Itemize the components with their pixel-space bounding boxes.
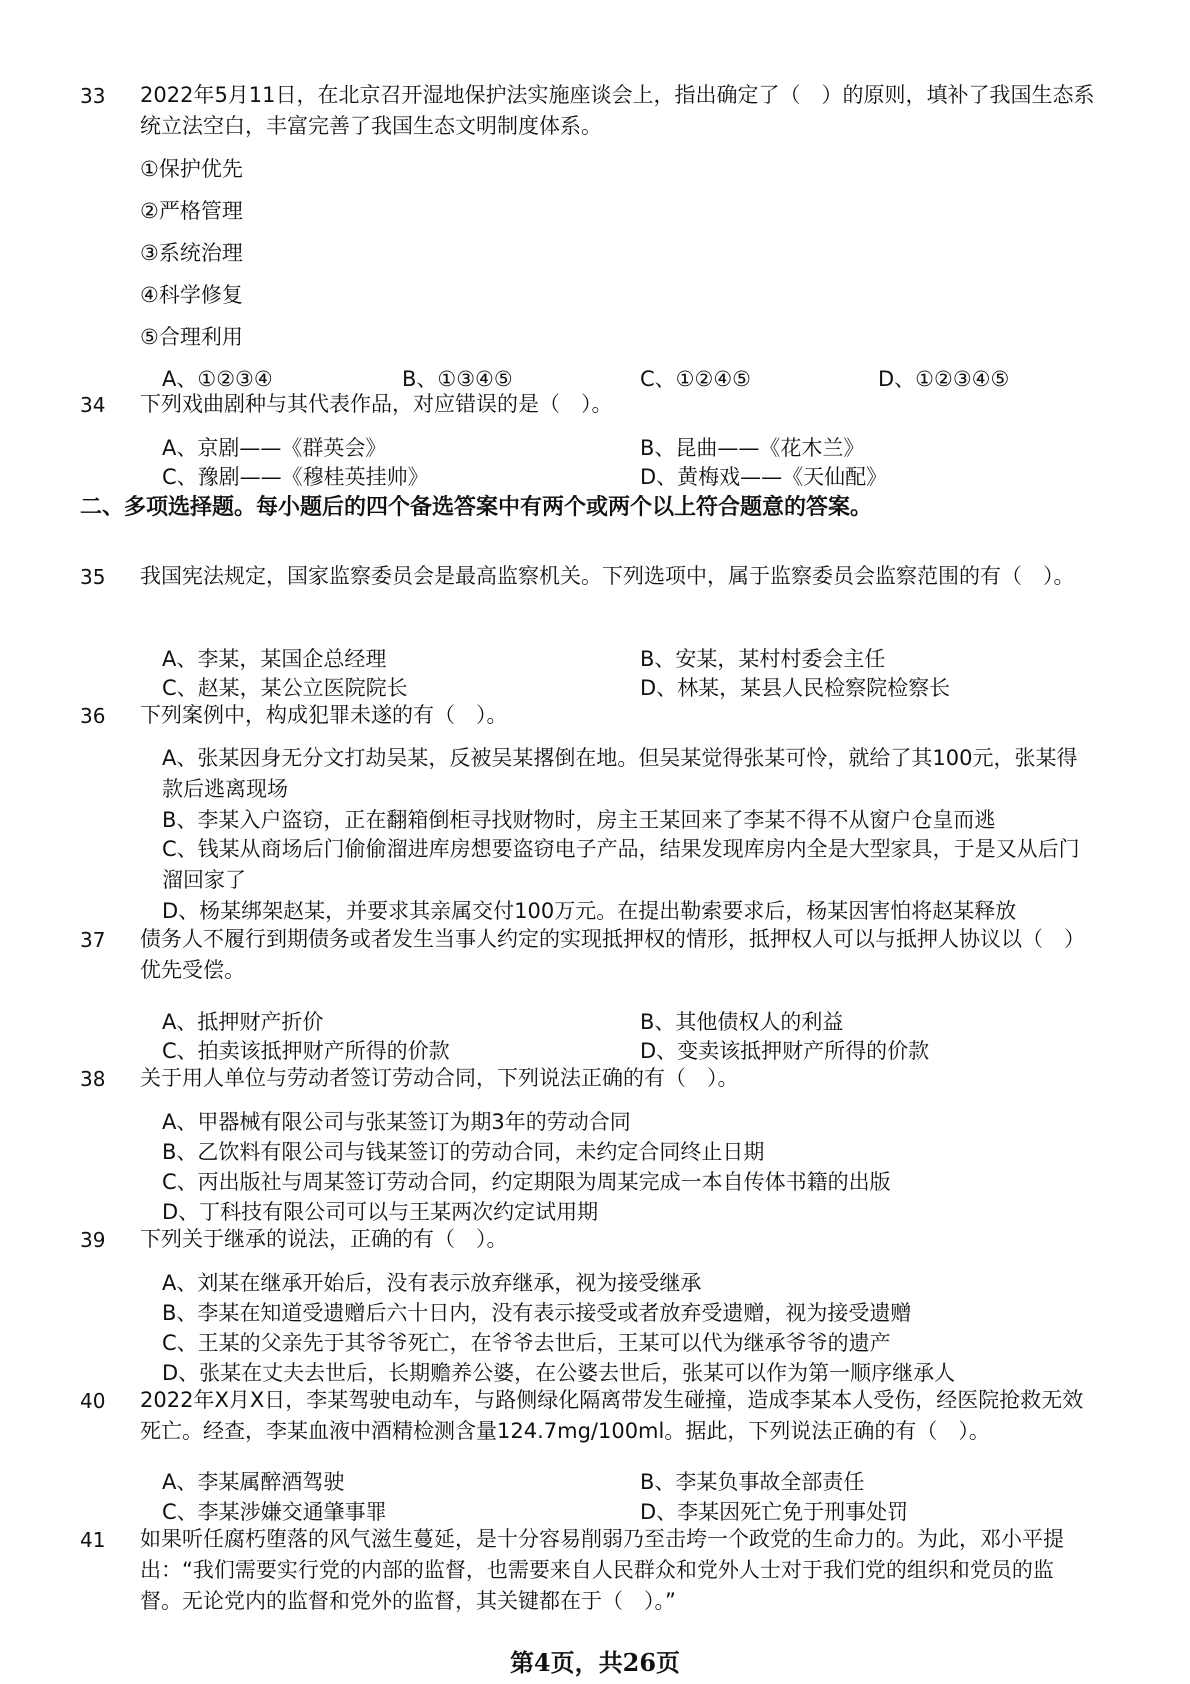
answer-option-b[interactable]: B、其他债权人的利益 [640, 1010, 844, 1034]
question-text: 2022年5月11日，在北京召开湿地保护法实施座谈会上，指出确定了（ ）的原则，填补了我国生态系统立法空白，丰富完善了我国生态文明制度体系。 [140, 83, 1095, 138]
answer-option-b[interactable]: B、李某在知道受遗赠后六十日内，没有表示接受或者放弃受遗赠，视为接受遗赠 [162, 1301, 912, 1325]
answer-option-d[interactable]: D、杨某绑架赵某，并要求其亲属交付100万元。在提出勒索要求后，杨某因害怕将赵某释放 [162, 899, 1017, 923]
answer-option-d[interactable]: D、变卖该抵押财产所得的价款 [640, 1039, 930, 1063]
question-number: 39 [80, 1228, 106, 1252]
answer-option-c[interactable]: C、①②④⑤ [640, 367, 751, 391]
section-heading: 二、多项选择题。每小题后的四个备选答案中有两个或两个以上符合题意的答案。 [80, 495, 873, 520]
answer-option-b[interactable]: B、安某，某村村委会主任 [640, 647, 886, 671]
statement-item: ⑤合理利用 [140, 325, 243, 349]
answer-option-b[interactable]: B、李某负事故全部责任 [640, 1470, 865, 1494]
answer-option-a[interactable]: A、抵押财产折价 [162, 1010, 324, 1034]
page-number: 第4页，共26页 [509, 1648, 681, 1677]
question-text: 债务人不履行到期债务或者发生当事人约定的实现抵押权的情形，抵押权人可以与抵押人协议以（ ）优先受偿。 [140, 927, 1085, 982]
answer-option-c[interactable]: C、赵某，某公立医院院长 [162, 676, 408, 700]
answer-option-d[interactable]: D、丁科技有限公司可以与王某两次约定试用期 [162, 1200, 599, 1224]
question-text: 下列戏曲剧种与其代表作品，对应错误的是（ ）。 [140, 392, 613, 416]
answer-option-b[interactable]: B、乙饮料有限公司与钱某签订的劳动合同，未约定合同终止日期 [162, 1140, 765, 1164]
question-text: 我国宪法规定，国家监察委员会是最高监察机关。下列选项中，属于监察委员会监察范围的有（ ）。 [140, 564, 1075, 588]
question-number: 40 [80, 1389, 106, 1413]
answer-option-c[interactable]: C、豫剧——《穆桂英挂帅》 [162, 465, 429, 489]
question-number: 35 [80, 565, 106, 589]
answer-option-a[interactable]: A、刘某在继承开始后，没有表示放弃继承，视为接受继承 [162, 1271, 702, 1295]
answer-option-a[interactable]: A、张某因身无分文打劫吴某，反被吴某撂倒在地。但吴某觉得张某可怜，就给了其100元，张某得款后逃离现场 [162, 746, 1078, 801]
question-number: 36 [80, 704, 106, 728]
answer-option-a[interactable]: A、李某属醉酒驾驶 [162, 1470, 345, 1494]
statement-item: ④科学修复 [140, 283, 243, 307]
answer-option-c[interactable]: C、拍卖该抵押财产所得的价款 [162, 1039, 450, 1063]
question-number: 34 [80, 393, 106, 417]
answer-option-d[interactable]: D、黄梅戏——《天仙配》 [640, 465, 888, 489]
answer-option-a[interactable]: A、①②③④ [162, 367, 273, 391]
question-text: 如果听任腐朽堕落的风气滋生蔓延，是十分容易削弱乃至击垮一个政党的生命力的。为此，邓小平提出：“我们需要实行党的内部的监督，也需要来自人民群众和党外人士对于我们党的组织和党员的监督。无论党内的监督和党外的监督，其关键都在于（ ）。” [140, 1527, 1064, 1613]
answer-option-a[interactable]: A、京剧——《群英会》 [162, 436, 387, 460]
answer-option-b[interactable]: B、①③④⑤ [402, 367, 513, 391]
question-text: 下列案例中，构成犯罪未遂的有（ ）。 [140, 703, 508, 727]
answer-option-a[interactable]: A、甲器械有限公司与张某签订为期3年的劳动合同 [162, 1110, 631, 1134]
statement-item: ①保护优先 [140, 157, 243, 181]
answer-option-c[interactable]: C、钱某从商场后门偷偷溜进库房想要盗窃电子产品，结果发现库房内全是大型家具，于是又从后门溜回家了 [162, 837, 1080, 892]
question-text: 下列关于继承的说法，正确的有（ ）。 [140, 1227, 508, 1251]
question-text: 关于用人单位与劳动者签订劳动合同，下列说法正确的有（ ）。 [140, 1066, 739, 1090]
answer-option-d[interactable]: D、林某，某县人民检察院检察长 [640, 676, 951, 700]
statement-item: ②严格管理 [140, 199, 243, 223]
answer-option-c[interactable]: C、李某涉嫌交通肇事罪 [162, 1500, 387, 1524]
answer-option-c[interactable]: C、丙出版社与周某签订劳动合同，约定期限为周某完成一本自传体书籍的出版 [162, 1170, 891, 1194]
statement-item: ③系统治理 [140, 241, 243, 265]
question-number: 33 [80, 84, 106, 108]
answer-option-b[interactable]: B、李某入户盗窃，正在翻箱倒柜寻找财物时，房主王某回来了李某不得不从窗户仓皇而逃 [162, 808, 996, 832]
question-number: 37 [80, 928, 106, 952]
answer-option-d[interactable]: D、张某在丈夫去世后，长期赡养公婆，在公婆去世后，张某可以作为第一顺序继承人 [162, 1361, 956, 1385]
answer-option-a[interactable]: A、李某，某国企总经理 [162, 647, 387, 671]
answer-option-d[interactable]: D、①②③④⑤ [878, 367, 1010, 391]
question-number: 38 [80, 1067, 106, 1091]
question-number: 41 [80, 1528, 106, 1552]
question-text: 2022年X月X日，李某驾驶电动车，与路侧绿化隔离带发生碰撞，造成李某本人受伤，经医院抢救无效死亡。经查，李某血液中酒精检测含量124.7mg/100ml。据此，下列说法正确的有（ ）。 [140, 1388, 1084, 1443]
answer-option-c[interactable]: C、王某的父亲先于其爷爷死亡，在爷爷去世后，王某可以代为继承爷爷的遗产 [162, 1331, 891, 1355]
answer-option-d[interactable]: D、李某因死亡免于刑事处罚 [640, 1500, 909, 1524]
answer-option-b[interactable]: B、昆曲——《花木兰》 [640, 436, 865, 460]
